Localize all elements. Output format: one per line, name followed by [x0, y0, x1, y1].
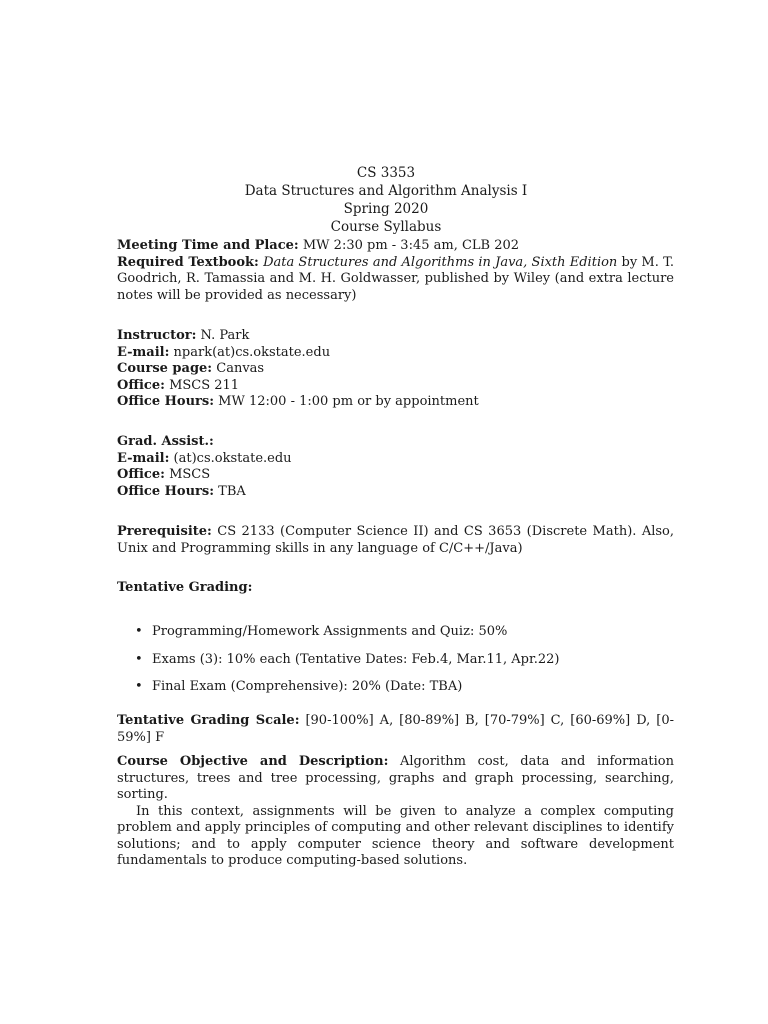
ta-office-label: Office: [117, 467, 165, 482]
grading-scale-section [117, 713, 674, 746]
instructor-section [117, 328, 674, 411]
ta-section [117, 434, 674, 500]
textbook-title: Data Structures and Algorithms in Java, Sixth Edition [263, 254, 618, 270]
meeting-value: MW 2:30 pm - 3:45 am, CLB 202 [302, 238, 520, 253]
textbook-line [117, 255, 674, 305]
instructor-line [117, 328, 674, 345]
grading-heading [117, 580, 674, 597]
textbook-details: by M. T. Goodrich, R. Tamassia and M. H. Goldwasser, published by Wiley (and extra lecture notes will be provided as necessary) [117, 254, 674, 303]
textbook-label: Required Textbook: [117, 254, 259, 270]
course-page-label: Course page: [117, 361, 213, 376]
instructor-name: N. Park [200, 328, 250, 343]
office-hours-label: Office Hours: [117, 394, 215, 409]
syllabus-header [0, 164, 768, 236]
course-title: Data Structures and Algorithm Analysis I [244, 183, 528, 199]
meeting-line [117, 238, 674, 255]
grading-item-exams: • Exams (3): 10% each (Tentative Dates: Feb.4, Mar.11, Apr.22) [117, 652, 674, 669]
grading-item-assignments: • Programming/Homework Assignments and Quiz: 50% [117, 624, 674, 641]
objective-text: Algorithm cost, data and information structures, trees and tree processing, graphs and graph processing, searching, sorting. [117, 754, 674, 802]
prerequisite-value: CS 2133 (Computer Science II) and CS 3653 (Discrete Math). Also, Unix and Programming skills in any language of C/C++/Java) [117, 524, 674, 556]
ta-email-label: E-mail: [117, 450, 170, 466]
instructor-email-line [117, 345, 674, 362]
instructor-office: MSCS 211 [169, 377, 240, 393]
grading-item-final: • Final Exam (Comprehensive): 20% (Date: TBA) [117, 679, 674, 696]
document-type: Course Syllabus [330, 219, 442, 235]
grading-scale-label: Tentative Grading Scale: [117, 713, 300, 728]
ta-email: (at)cs.okstate.edu [173, 450, 292, 466]
prerequisite-text [117, 524, 674, 557]
objective-label: Course Objective and Description: [117, 754, 389, 769]
course-number: CS 3353 [356, 165, 416, 181]
ta-email-line [117, 451, 674, 468]
instructor-hours: MW 12:00 - 1:00 pm or by appointment [218, 394, 479, 409]
course-page-line [117, 361, 674, 378]
ta-line [117, 434, 674, 451]
instructor-email: npark(at)cs.okstate.edu [173, 344, 331, 360]
grading-scale-value: [90-100%] A, [80-89%] B, [70-79%] C, [60-69%] D, [0-59%] F [117, 713, 674, 745]
prerequisite-section [117, 524, 674, 557]
grading-list [117, 624, 674, 696]
grading-label: Tentative Grading: [117, 580, 253, 595]
prerequisite-label: Prerequisite: [117, 524, 212, 539]
objective-paragraph [117, 754, 674, 804]
objective-section [117, 754, 674, 870]
meeting-label: Meeting Time and Place: [117, 238, 299, 253]
office-label: Office: [117, 377, 165, 393]
grading-list-section [117, 624, 674, 707]
instructor-hours-line [117, 394, 674, 411]
ta-hours-label: Office Hours: [117, 483, 215, 499]
ta-office: MSCS [169, 467, 211, 482]
course-info-section [117, 238, 674, 304]
email-label: E-mail: [117, 344, 170, 360]
grading-scale-line [117, 713, 674, 746]
course-page: Canvas [216, 361, 265, 376]
objective-paragraph-2: In this context, assignments will be given to analyze a complex computing problem and apply principles of computing and other relevant disciplines to identify solutions; and to apply computer science theory and software development fundamentals to produce computing-based solutions. [117, 803, 674, 868]
term: Spring 2020 [343, 201, 429, 217]
instructor-office-line [117, 378, 674, 395]
ta-office-line [117, 467, 674, 484]
ta-label: Grad. Assist.: [117, 434, 214, 449]
instructor-label: Instructor: [117, 328, 197, 343]
ta-hours-line [117, 484, 674, 501]
ta-hours: TBA [218, 483, 246, 499]
